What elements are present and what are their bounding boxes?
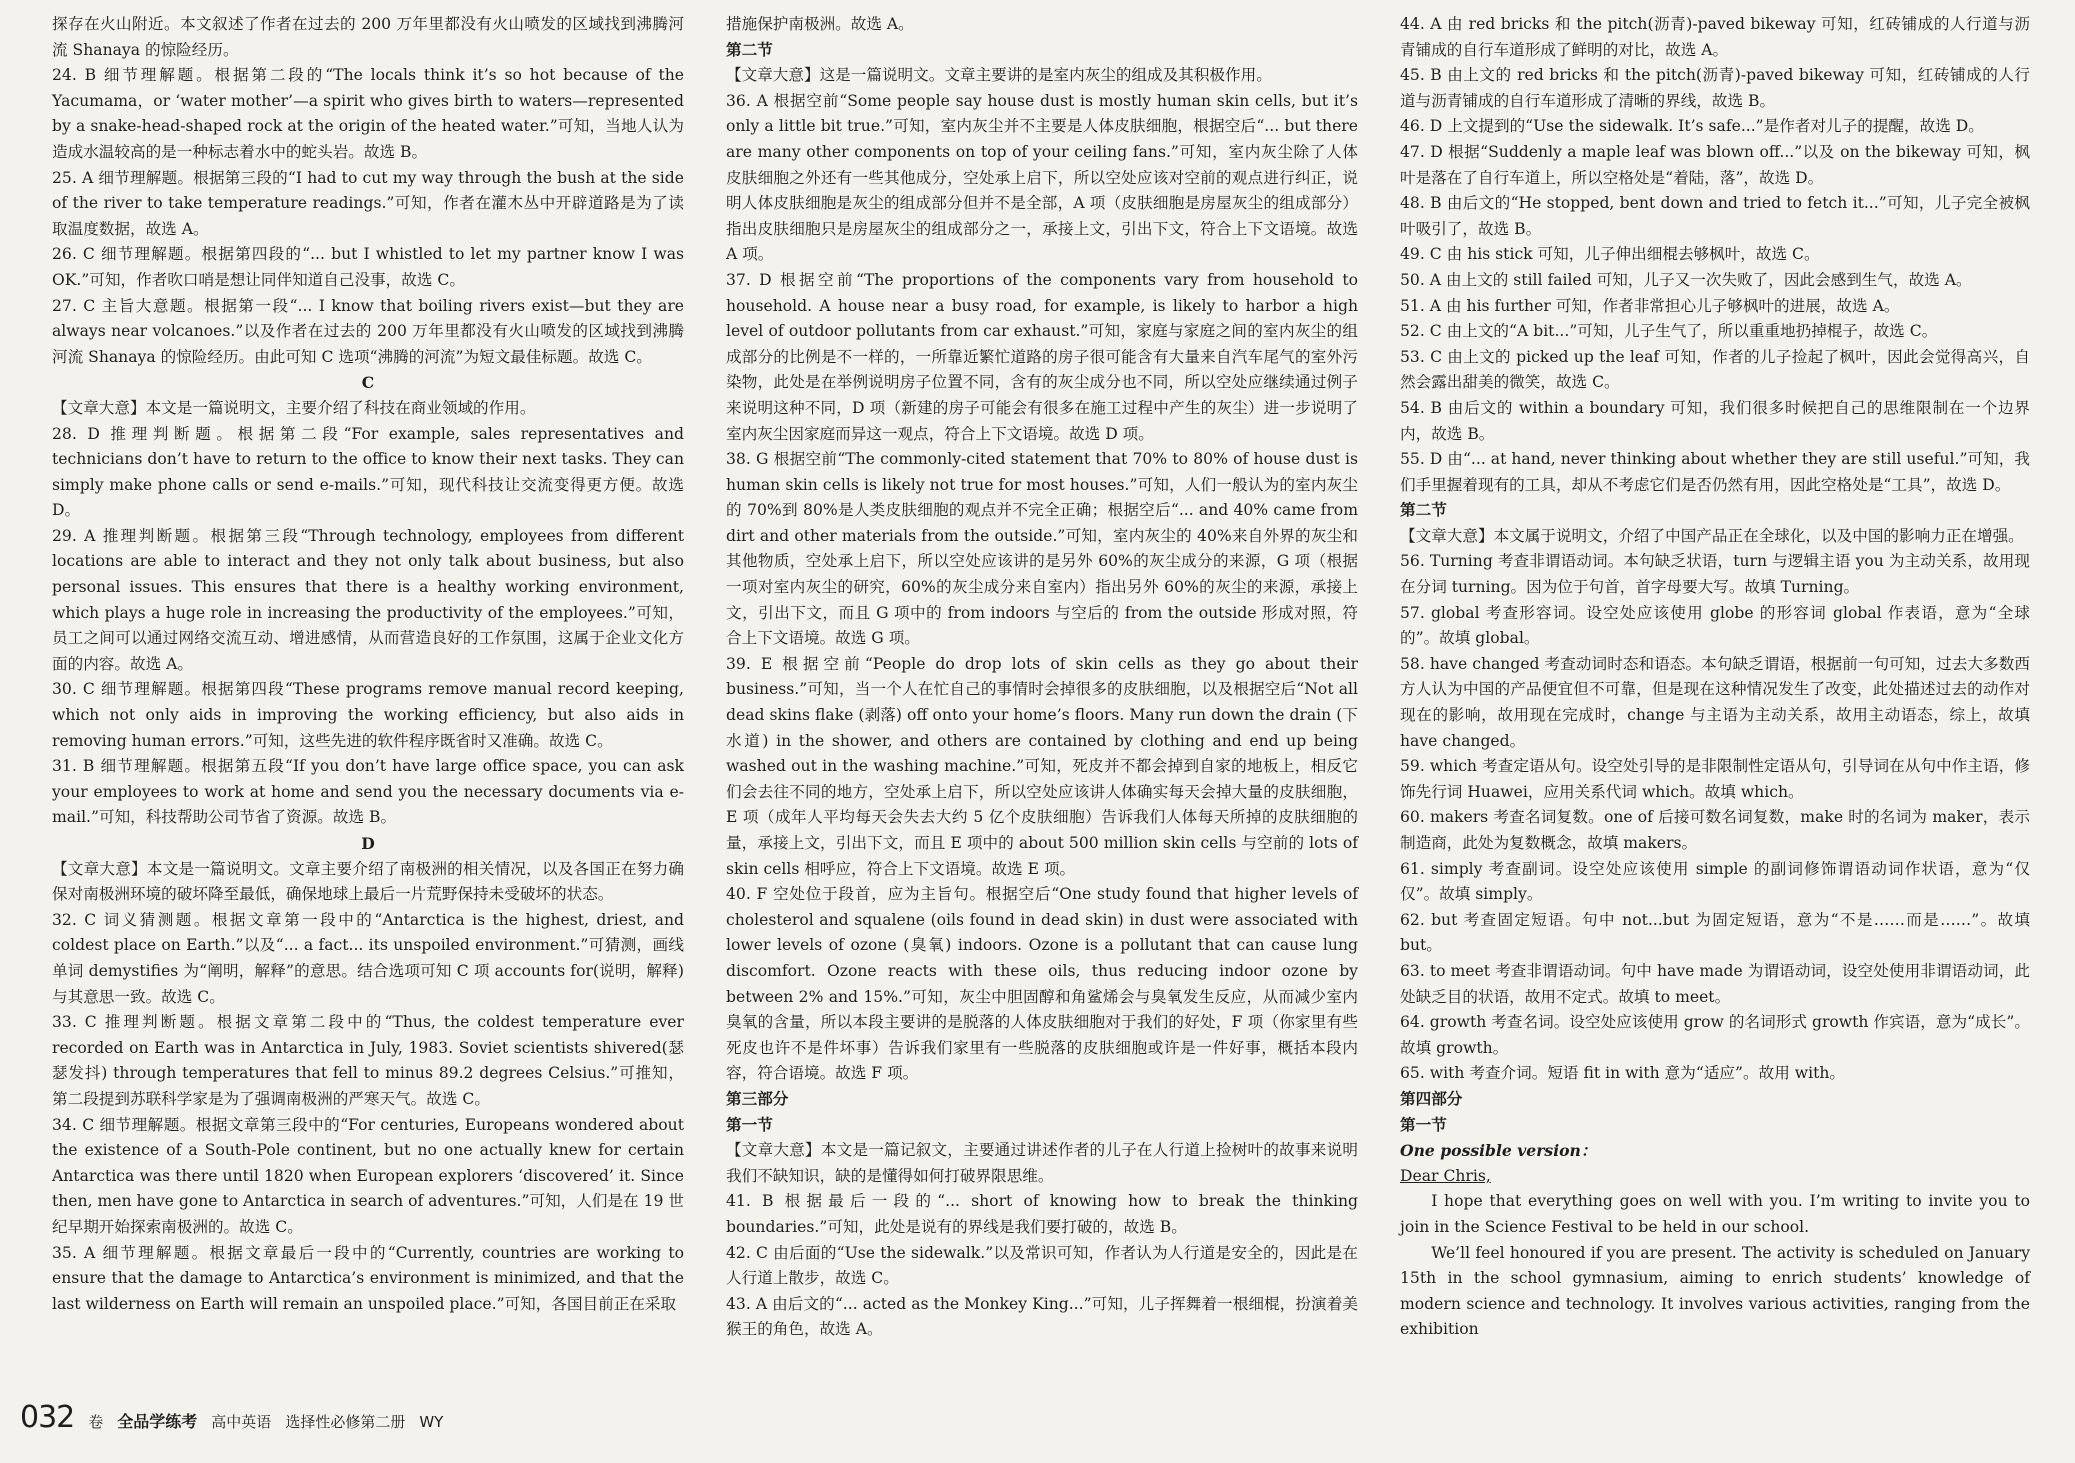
answer-25: 25. A 细节理解题。根据第三段的“I had to cut my way through the bush at the side of the river to take temperature readings.”可知，作者在灌木丛中开辟道路是为了读取温度数据，故选 A。 [52,168,684,238]
answer-38: 38. G 根据空前“The commonly-cited statement that 70% to 80% of house dust is human skin cells is likely not true for most houses.”可知，人们一般认为的室内灰尘的 70%到 80%是人类皮肤细胞的观点并不完全正确；根据空后“... and 40% came from dirt and other materials from the outside.”可知，室内灰尘的 40%来自外界的灰尘和其他物质，空处承上启下，所以空处应该讲的是另外 60%的灰尘成分的来源，G 项（根据一项对室内灰尘的研究，60%的灰尘成分来自室内）指出另外 60%的灰尘的来源，承接上文，引出下文，而且 G 项中的 from indoors 与空后的 from the outside 形成对照，符合上下文语境。故选 G 项。 [726,450,1358,648]
answer-26: 26. C 细节理解题。根据第四段的“... but I whistled to let my partner know I was OK.”可知，作者吹口哨是想让同伴知道自己没事，故选 C。 [52,245,684,289]
answer-60: 60. makers 考查名词复数。one of 后接可数名词复数，make 时的名词为 maker，表示制造商，此处为复数概念，故填 makers。 [1400,808,2030,852]
answer-48: 48. B 由后文的“He stopped, bent down and tried to fetch it...”可知，儿子完全被枫叶吸引了，故选 B。 [1400,194,2030,238]
answer-28: 28. D 推理判断题。根据第二段“For example, sales representatives and technicians don’t have to return to the office to know their next tasks. They can simply make phone calls or send e-mails.”可知，现代科技让交流变得更方便。故选 D。 [52,424,684,520]
answer-39: 39. E 根据空前“People do drop lots of skin cells as they go about their business.”可知，当一个人在忙自己的事情时会掉很多的皮肤细胞，以及根据空后“Not all dead skins flake (剥落) off onto your home’s floors. Many run down the drain (下水道) in the shower, and others are contained by clothing and end up being washed out in the washing machine.”可知，死皮并不都会掉到自家的地板上，相反它们会去往不同的地方，空处承上启下，所以空处应该讲人体确实每天会掉大量的皮肤细胞，E 项（成年人平均每天会失去大约 5 亿个皮肤细胞）告诉我们人体每天所掉的皮肤细胞的量，承接上文，引出下文，而且 E 项中的 about 500 million skin cells 与空前的 lots of skin cells 相呼应，符合上下文语境。故选 E 项。 [726,654,1358,878]
answer-57: 57. global 考查形容词。设空处应该使用 globe 的形容词 global 作表语，意为“全球的”。故填 global。 [1400,603,2030,648]
answer-51: 51. A 由 his further 可知，作者非常担心儿子够枫叶的进展，故选 A。 [1400,296,1900,315]
passage-summary-d: 【文章大意】本文是一篇说明文。文章主要介绍了南极洲的相关情况，以及各国正在努力确保对南极洲环境的破坏降至最低，确保地球上最后一片荒野保持未受破坏的状态。 [52,859,684,904]
answer-56: 56. Turning 考查非谓语动词。本句缺乏状语，turn 与逻辑主语 you 为主动关系，故用现在分词 turning。因为位于句首，首字母要大写。故填 Turning。 [1400,552,2030,597]
answer-42: 42. C 由后面的“Use the sidewalk.”以及常识可知，作者认为人行道是安全的，因此是在人行道上散步，故选 C。 [726,1243,1358,1288]
book-label: 选择性必修第二册 [285,1413,406,1431]
paragraph: 措施保护南极洲。故选 A。 [726,15,914,33]
answer-32: 32. C 词义猜测题。根据文章第一段中的“Antarctica is the highest, driest, and coldest place on Earth.”以及“... a fact... its unspoiled environment.”可猜测，画线单词 demystifies 为“阐明，解释”的意思。结合选项可知 C 项 accounts for(说明，解释)与其意思一致。故选 C。 [52,910,684,1006]
answer-58: 58. have changed 考查动词时态和语态。本句缺乏谓语，根据前一句可知，过去大多数西方人认为中国的产品便宜但不可靠，但是现在这种情况发生了改变，此处描述过去的动作对现在的影响，故用现在完成时，change 与主语为主动关系，故用主动语态，综上，故填 have changed。 [1400,654,2030,750]
letter-paragraph-1: I hope that everything goes on well with you. I’m writing to invite you to join in the Science Festival to be held in our school. [1400,1192,2030,1236]
column-middle [726,12,1358,1343]
page-number: 032 [20,1400,75,1435]
answer-65: 65. with 考查介词。短语 fit in with 意为“适应”。故用 with。 [1400,1064,1845,1083]
section-heading: 第一节 [1400,1115,1447,1134]
column-right [1400,12,2030,1343]
answer-55: 55. D 由“... at hand, never thinking about whether they are still useful.”可知，我们手里握着现有的工具，却从不考虑它们是否仍然有用，因此空格处是“工具”，故选 D。 [1400,450,2030,494]
answer-47: 47. D 根据“Suddenly a maple leaf was blown off...”以及 on the bikeway 可知，枫叶是落在了自行车道上，所以空格处是“着陆，落”，故选 D。 [1400,142,2030,187]
letter-salutation: Dear Chris, [1400,1166,1491,1185]
page-footer [20,1400,443,1435]
answer-64: 64. growth 考查名词。设空处应该使用 grow 的名词形式 growth 作宾语，意为“成长”。故填 growth。 [1400,1013,2030,1057]
letter-paragraph-2: We’ll feel honoured if you are present. The activity is scheduled on January 15th in the school gymnasium, aiming to enrich students’ knowledge of modern science and technology. It involves various activities, ranging from the exhibition [1400,1243,2030,1339]
volume-label: 卷 [88,1413,104,1431]
answer-29: 29. A 推理判断题。根据第三段“Through technology, employees from different locations are able to interact and they not only talk about business, but also personal issues. This ensures that there is a healthy working environment, which plays a huge role in increasing the productivity of the employees.”可知，员工之间可以通过网络交流互动、增进感情，从而营造良好的工作氛围，这属于企业文化方面的内容。故选 A。 [52,526,684,673]
answer-37: 37. D 根据空前“The proportions of the components vary from household to household. A house near a busy road, for example, is likely to harbor a high level of outdoor pollutants from car exhaust.”可知，家庭与家庭之间的室内灰尘的组成部分的比例是不一样的，一所靠近繁忙道路的房子很可能含有大量来自汽车尾气的室外污染物，此处是在举例说明房子位置不同，含有的灰尘成分也不同，所以空处应继续通过例子来说明这种不同，D 项（新建的房子可能会有很多在施工过程中产生的灰尘）进一步说明了室内灰尘因家庭而异这一观点，符合上下文语境。故选 D 项。 [726,270,1358,443]
part-heading: 第四部分 [1400,1089,1463,1108]
edition-code: WY [419,1413,444,1431]
brand-name: 全品学练考 [117,1412,198,1431]
answer-41: 41. B 根据最后一段的“... short of knowing how to break the thinking boundaries.”可知，此处是说有的界线是我们要打破的，故选 B。 [726,1192,1358,1236]
answer-35: 35. A 细节理解题。根据文章最后一段中的“Currently, countries are working to ensure that the damage to Antarctica’s environment is minimized, and that the last wilderness on Earth will remain an unspoiled place.”可知，各国目前正在采取 [52,1243,684,1313]
passage-summary-c: 【文章大意】本文是一篇说明文，主要介绍了科技在商业领域的作用。 [52,398,536,417]
answer-45: 45. B 由上文的 red bricks 和 the pitch(沥青)-paved bikeway 可知，红砖铺成的人行道与沥青铺成的自行车道形成了清晰的界线，故选 B。 [1400,66,2030,110]
passage-summary: 【文章大意】本文是一篇记叙文，主要通过讲述作者的儿子在人行道上捡树叶的故事来说明我们不缺知识，缺的是懂得如何打破界限思维。 [726,1141,1358,1185]
answer-33: 33. C 推理判断题。根据文章第二段中的“Thus, the coldest temperature ever recorded on Earth was in Antarctica in July, 1983. Soviet scientists shivered(瑟瑟发抖) through temperatures that fell to minus 89.2 degrees Celsius.”可推知，第二段提到苏联科学家是为了强调南极洲的严寒天气。故选 C。 [52,1013,684,1108]
answer-27: 27. C 主旨大意题。根据第一段“... I know that boiling rivers exist—but they are always near volcanoes.”以及作者在过去的 200 万年里都没有火山喷发的区域找到沸腾河流 Shanaya 的惊险经历。由此可知 C 选项“沸腾的河流”为短文最佳标题。故选 C。 [52,296,684,366]
answer-40: 40. F 空处位于段首，应为主旨句。根据空后“One study found that higher levels of cholesterol and squalene (oils found in dead skin) in dust were associated with lower levels of ozone (臭氧) indoors. Ozone is a pollutant that can cause lung discomfort. Ozone reacts with these oils, thus reducing indoor ozone by between 2% and 15%.”可知，灰尘中胆固醇和角鲨烯会与臭氧发生反应，从而减少室内臭氧的含量，所以本段主要讲的是脱落的人体皮肤细胞对于我们的好处，F 项（你家里有些死皮也许不是件坏事）告诉我们家里有一些脱落的皮肤细胞或许是一件好事，概括本段内容，符合语境。故选 F 项。 [726,885,1358,1083]
answer-54: 54. B 由后文的 within a boundary 可知，我们很多时候把自己的思维限制在一个边界内，故选 B。 [1400,398,2030,443]
subject-label: 高中英语 [211,1413,272,1431]
answer-31: 31. B 细节理解题。根据第五段“If you don’t have large office space, you can ask your employees to work at home and send you the necessary documents via e-mail.”可知，科技帮助公司节省了资源。故选 B。 [52,757,684,827]
answer-44: 44. A 由 red bricks 和 the pitch(沥青)-paved bikeway 可知，红砖铺成的人行道与沥青铺成的自行车道形成了鲜明的对比，故选 A。 [1400,15,2030,59]
answer-53: 53. C 由上文的 picked up the leaf 可知，作者的儿子捡起了枫叶，因此会觉得高兴，自然会露出甜美的微笑，故选 C。 [1400,347,2030,392]
answer-52: 52. C 由上文的“A bit...”可知，儿子生气了，所以重重地扔掉棍子，故选 C。 [1400,322,1938,341]
answer-59: 59. which 考查定语从句。设空处引导的是非限制性定语从句，引导词在从句中作主语，修饰先行词 Huawei，应用关系代词 which。故填 which。 [1400,757,2030,801]
section-heading: 第二节 [1400,501,1447,520]
paragraph: 探存在火山附近。本文叙述了作者在过去的 200 万年里都没有火山喷发的区域找到沸腾河流 Shanaya 的惊险经历。 [52,15,684,59]
section-heading: 第二节 [726,40,773,59]
answer-63: 63. to meet 考查非谓语动词。句中 have made 为谓语动词，设空处使用非谓语动词，此处缺乏目的状语，故用不定式。故填 to meet。 [1400,961,2030,1006]
answer-62: 62. but 考查固定短语。句中 not...but 为固定短语，意为“不是……而是……”。故填 but。 [1400,910,2030,955]
answer-30: 30. C 细节理解题。根据第四段“These programs remove manual record keeping, which not only aids in improving the working efficiency, but also aids in removing human errors.”可知，这些先进的软件程序既省时又准确。故选 C。 [52,680,684,750]
section-heading: 第一节 [726,1115,773,1134]
answer-34: 34. C 细节理解题。根据文章第三段中的“For centuries, Europeans wondered about the existence of a South-Pole continent, but no one actually knew for certain Antarctica was there until 1820 when European explorers ‘discovered’ it. Since then, men have gone to Antarctica in search of adventures.”可知，人们是在 19 世纪早期开始探索南极洲的。故选 C。 [52,1115,684,1236]
answer-24: 24. B 细节理解题。根据第二段的“The locals think it’s so hot because of the Yacumama，or ‘water mother’—a spirit who gives birth to waters—represented by a snake-head-shaped rock at the origin of the heated water.”可知，当地人认为造成水温较高的是一种标志着水中的蛇头岩。故选 B。 [52,66,684,161]
possible-version-label: One possible version： [1400,1141,1597,1161]
answer-50: 50. A 由上文的 still failed 可知，儿子又一次失败了，因此会感到生气，故选 A。 [1400,270,1972,289]
passage-summary: 【文章大意】本文属于说明文，介绍了中国产品正在全球化，以及中国的影响力正在增强。 [1400,526,2024,545]
passage-heading-d: D [361,834,375,853]
passage-summary: 【文章大意】这是一篇说明文。文章主要讲的是室内灰尘的组成及其积极作用。 [726,66,1272,85]
column-left [52,12,684,1317]
answer-46: 46. D 上文提到的“Use the sidewalk. It’s safe...”是作者对儿子的提醒，故选 D。 [1400,117,1984,136]
answer-49: 49. C 由 his stick 可知，儿子伸出细棍去够枫叶，故选 C。 [1400,245,1820,264]
answer-61: 61. simply 考查副词。设空处应该使用 simple 的副词修饰谓语动词作状语，意为“仅仅”。故填 simply。 [1400,859,2030,904]
part-heading: 第三部分 [726,1089,789,1108]
passage-heading-c: C [361,373,375,393]
answer-36: 36. A 根据空前“Some people say house dust is mostly human skin cells, but it’s only a little bit true.”可知，室内灰尘并不主要是人体皮肤细胞，根据空后“... but there are many other components on top of your ceiling fans.”可知，室内灰尘除了人体皮肤细胞之外还有一些其他成分，空处承上启下，所以空处应该对空前的观点进行纠正，说明人体皮肤细胞是灰尘的组成部分但并不是全部，A 项（皮肤细胞是房屋灰尘的组成部分）指出皮肤细胞只是房屋灰尘的组成部分之一，承接上文，引出下文，符合上下文语境。故选 A 项。 [726,91,1358,264]
answer-43: 43. A 由后文的“... acted as the Monkey King...”可知，儿子挥舞着一根细棍，扮演着美猴王的角色，故选 A。 [726,1294,1358,1339]
